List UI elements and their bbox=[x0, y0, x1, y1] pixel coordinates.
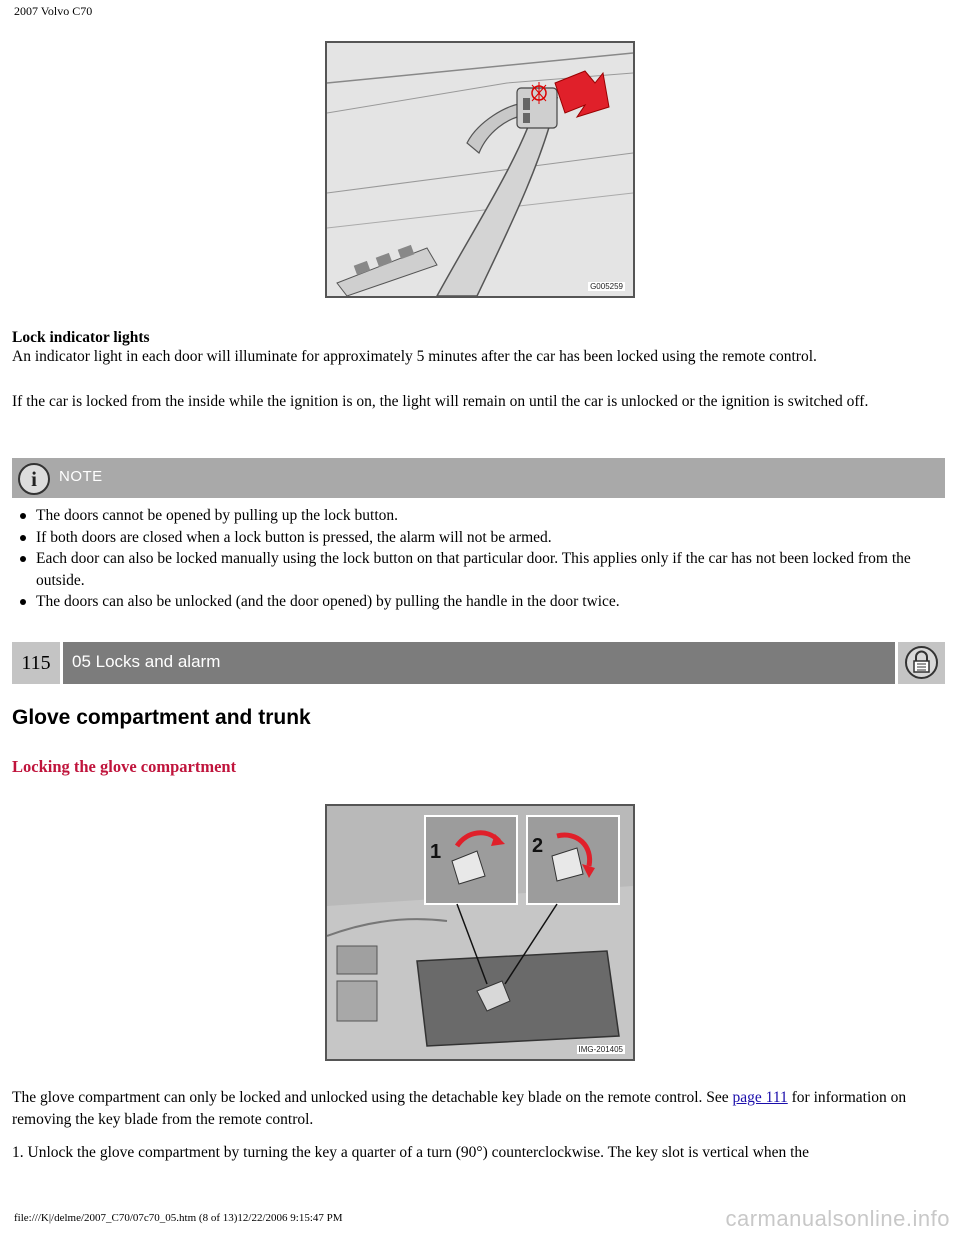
watermark: carmanualsonline.info bbox=[725, 1206, 950, 1231]
page-111-link[interactable]: page 111 bbox=[732, 1089, 788, 1106]
lock-indicator-heading: Lock indicator lights bbox=[12, 329, 150, 346]
glove-trunk-heading: Glove compartment and trunk bbox=[12, 706, 311, 729]
callout-1: 1 bbox=[430, 841, 442, 863]
lock-icon bbox=[905, 646, 938, 679]
callout-2: 2 bbox=[532, 835, 544, 857]
figure-code: G005259 bbox=[590, 282, 623, 291]
note-header bbox=[12, 458, 945, 498]
glove-compartment-figure bbox=[325, 804, 635, 1061]
glove-paragraph-2: 1. Unlock the glove compartment by turning the key a quarter of a turn (90°) counterclockwise. The key slot is vertical when the bbox=[12, 1144, 810, 1161]
list-item: Each door can also be locked manually using the lock button on that particular door. This applies only if the car has not been locked from the outside. bbox=[16, 548, 936, 591]
info-icon: i bbox=[18, 463, 50, 495]
figure-code: IMG-201405 bbox=[578, 1045, 623, 1054]
note-list bbox=[16, 505, 936, 613]
glove-paragraph-1: The glove compartment can only be locked and unlocked using the detachable key blade on the remote control. See page 111 for information on removing the key blade from the remote control. bbox=[12, 1089, 907, 1128]
file-path-footer: file:///K|/delme/2007_C70/07c70_05.htm (8 of 13)12/22/2006 9:15:47 PM bbox=[14, 1212, 343, 1224]
locking-glove-subheading: Locking the glove compartment bbox=[12, 757, 237, 776]
document-title: 2007 Volvo C70 bbox=[14, 4, 93, 18]
glove-compartment-illustration bbox=[327, 806, 633, 1059]
door-panel-illustration bbox=[327, 43, 633, 296]
lock-indicator-text-2: If the car is locked from the inside while the ignition is on, the light will remain on until the car is unlocked or the ignition is switched off. bbox=[12, 393, 869, 410]
section-header bbox=[12, 642, 945, 684]
section-lock-button[interactable] bbox=[898, 642, 945, 684]
section-title: 05 Locks and alarm bbox=[63, 642, 895, 684]
list-item: The doors cannot be opened by pulling up the lock button. bbox=[16, 505, 936, 527]
page-number: 115 bbox=[12, 642, 60, 684]
list-item: If both doors are closed when a lock button is pressed, the alarm will not be armed. bbox=[16, 527, 936, 549]
note-label: NOTE bbox=[59, 468, 103, 485]
door-lock-indicator-figure bbox=[325, 41, 635, 298]
list-item: The doors can also be unlocked (and the door opened) by pulling the handle in the door twice. bbox=[16, 591, 936, 613]
lock-indicator-text-1: An indicator light in each door will illuminate for approximately 5 minutes after the car has been locked using the remote control. bbox=[12, 348, 817, 365]
